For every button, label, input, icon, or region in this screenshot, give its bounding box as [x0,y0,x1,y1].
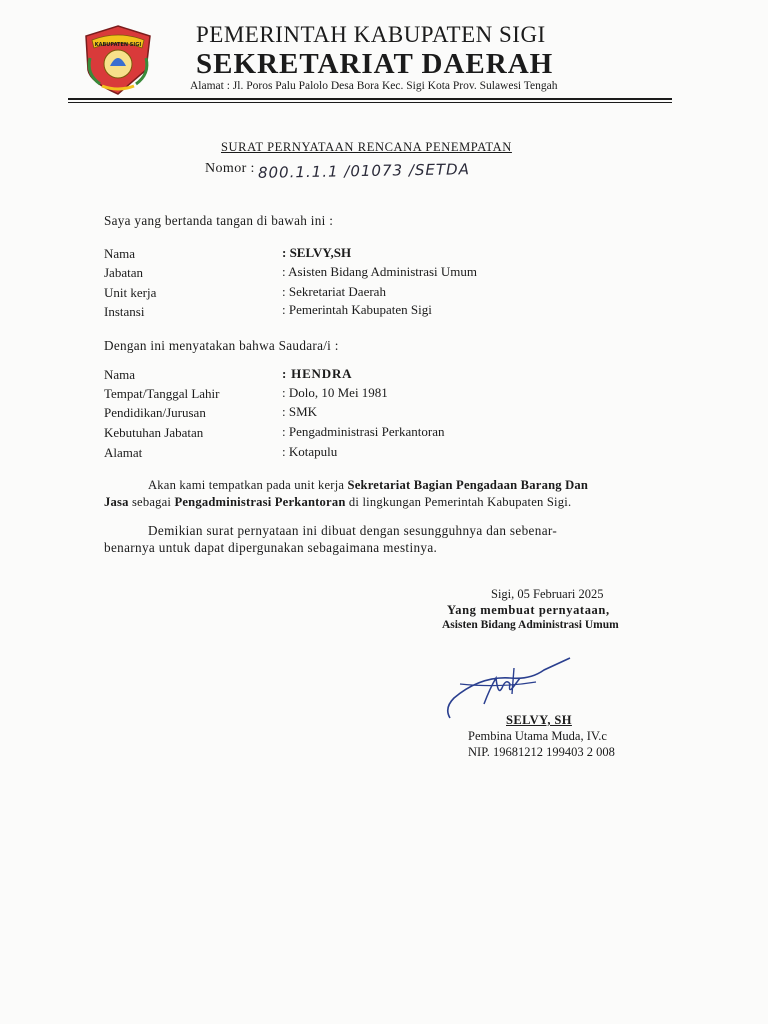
subject-value: : HENDRA [282,366,353,381]
signer-value: : Pemerintah Kabupaten Sigi [282,302,432,317]
subject-value: : Kotapulu [282,444,338,459]
signer-label: Instansi [104,304,145,319]
signer-value: : Asisten Bidang Administrasi Umum [282,264,478,279]
subject-label: Tempat/Tanggal Lahir [104,386,220,401]
signer-rank: Pembina Utama Muda, IV.c [468,729,607,743]
office-name: SEKRETARIAT DAERAH [196,48,554,80]
subject-value: : Dolo, 10 Mei 1981 [282,385,388,400]
nomor-handwritten: 800.1.1.1 /01073 /SETDA [257,160,471,182]
nomor-label: Nomor : [205,161,255,176]
signer-position: Asisten Bidang Administrasi Umum [442,619,619,631]
placement-position: Pengadministrasi Perkantoran [174,495,346,509]
closing-line-1: Demikian surat pernyataan ini dibuat dengan sesungguhnya dan sebenar- [148,523,558,538]
place-date: Sigi, 05 Februari 2025 [491,587,604,601]
subject-value: : SMK [282,404,318,419]
signer-label: Nama [104,246,136,261]
placement-text: di lingkungan Pemerintah Kabupaten Sigi. [345,495,572,509]
placement-unit-end: Jasa [104,495,129,509]
header-divider-thin [68,102,672,103]
signer-label: Jabatan [104,265,143,280]
subject-label: Nama [104,367,136,382]
header-divider [68,98,672,100]
closing-line-2: benarnya untuk dapat dipergunakan sebagaimana mestinya. [104,540,438,555]
logo-text: KABUPATEN SIGI [94,42,142,48]
signer-value: : Sekretariat Daerah [282,284,386,299]
placement-unit: Sekretariat Bagian Pengadaan Barang Dan [347,478,589,492]
statement-intro: Dengan ini menyatakan bahwa Saudara/i : [104,338,339,353]
placement-text: Akan kami tempatkan pada unit kerja [148,478,348,492]
maker-label: Yang membuat pernyataan, [447,603,610,617]
signer-label: Unit kerja [104,285,157,300]
office-address: Alamat : Jl. Poros Palu Palolo Desa Bora Kec. Sigi Kota Prov. Sulawesi Tengah [190,80,558,92]
subject-value: : Pengadministrasi Perkantoran [282,424,445,439]
subject-label: Pendidikan/Jurusan [104,405,206,420]
document-title: SURAT PERNYATAAN RENCANA PENEMPATAN [221,140,512,154]
placement-line-2 [104,495,571,510]
signer-value: : SELVY,SH [282,245,352,260]
subject-label: Alamat [104,445,143,460]
regency-emblem-icon [80,22,156,96]
signer-nip: NIP. 19681212 199403 2 008 [468,745,615,759]
placement-text: sebagai [128,495,175,509]
subject-label: Kebutuhan Jabatan [104,425,204,440]
government-name: PEMERINTAH KABUPATEN SIGI [196,22,546,47]
signer-name: SELVY, SH [506,713,572,727]
intro-text: Saya yang bertanda tangan di bawah ini : [104,213,334,228]
placement-line-1 [148,478,588,493]
